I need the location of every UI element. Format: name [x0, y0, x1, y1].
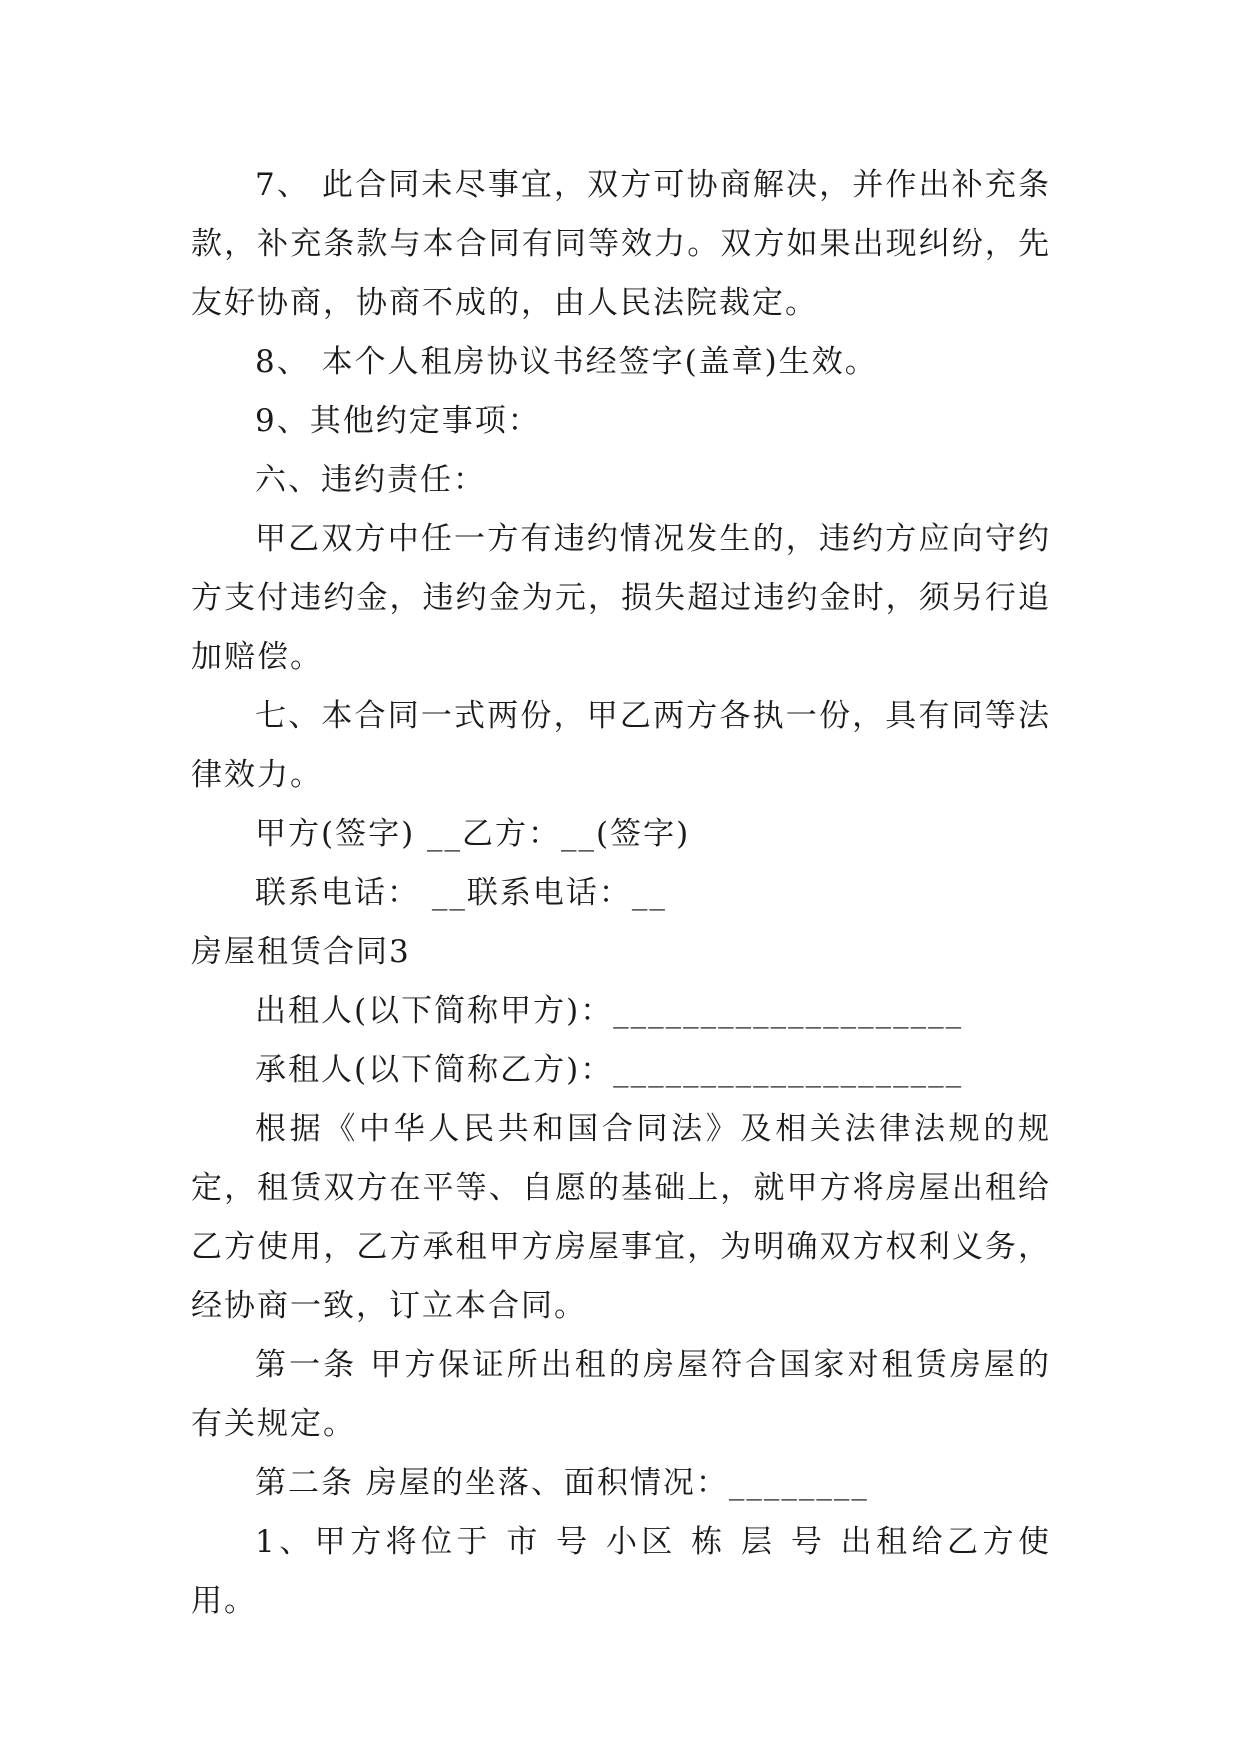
clause-8-paragraph: 8、 本个人租房协议书经签字(盖章)生效。	[255, 344, 878, 380]
document-body	[191, 156, 1051, 1631]
article-2-item-1: 1、甲方将位于 市 号 小区 栋 层 号 出租给乙方使用。	[191, 1524, 1051, 1619]
clause-9-paragraph: 9、其他约定事项：	[255, 403, 541, 439]
clause-7-paragraph: 7、 此合同未尽事宜，双方可协商解决，并作出补充条款，补充条款与本合同有同等效力。双方如果出现纠纷，先友好协商，协商不成的，由人民法院裁定。	[191, 167, 1051, 321]
lessee-line: 承租人(以下简称乙方)：____________________	[255, 1052, 964, 1088]
contract-title: 房屋租赁合同3	[191, 934, 411, 970]
lessor-line: 出租人(以下简称甲方)：____________________	[255, 993, 964, 1029]
section-6-heading: 六、违约责任：	[255, 462, 486, 498]
section-7-paragraph: 七、本合同一式两份，甲乙两方各执一份，具有同等法律效力。	[191, 698, 1051, 793]
breach-liability-paragraph: 甲乙双方中任一方有违约情况发生的，违约方应向守约方支付违约金，违约金为元，损失超过违约金时，须另行追加赔偿。	[191, 521, 1051, 675]
article-2-heading: 第二条 房屋的坐落、面积情况：________	[255, 1465, 869, 1501]
signature-line: 甲方(签字) __乙方：__(签字)	[255, 816, 691, 852]
article-1-paragraph: 第一条 甲方保证所出租的房屋符合国家对租赁房屋的有关规定。	[191, 1347, 1051, 1442]
preamble-paragraph: 根据《中华人民共和国合同法》及相关法律法规的规定，租赁双方在平等、自愿的基础上，就甲方将房屋出租给乙方使用，乙方承租甲方房屋事宜，为明确双方权利义务，经协商一致，订立本合同。	[191, 1111, 1051, 1324]
contact-phone-line: 联系电话： __联系电话：__	[255, 875, 667, 911]
